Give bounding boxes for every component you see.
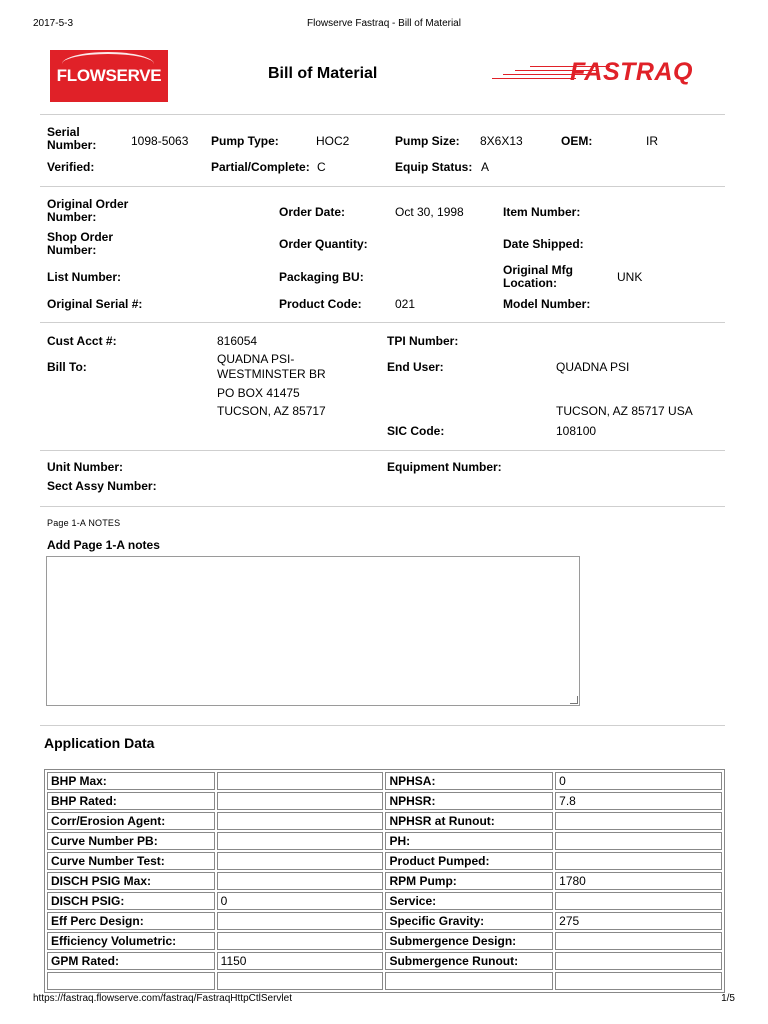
sect-assy-number-label: Sect Assy Number: bbox=[47, 479, 157, 493]
partial-complete-value: C bbox=[317, 160, 326, 174]
value-cell: 1150 bbox=[217, 952, 384, 970]
label-cell: NPHSR: bbox=[385, 792, 553, 810]
resize-handle[interactable] bbox=[570, 696, 578, 704]
table-row bbox=[47, 872, 722, 890]
end-user-address: TUCSON, AZ 85717 USA bbox=[556, 404, 693, 418]
label-cell: Product Pumped: bbox=[385, 852, 553, 870]
value-cell: 0 bbox=[555, 772, 722, 790]
value-cell bbox=[555, 812, 722, 830]
bill-to-line-1: QUADNA PSI- bbox=[217, 352, 295, 366]
notes-textarea[interactable] bbox=[46, 556, 580, 706]
partial-complete-label: Partial/Complete: bbox=[211, 160, 310, 174]
date-shipped-label: Date Shipped: bbox=[503, 237, 584, 251]
value-cell bbox=[555, 892, 722, 910]
value-cell bbox=[217, 772, 384, 790]
divider bbox=[40, 186, 725, 187]
label-cell: BHP Max: bbox=[47, 772, 215, 790]
value-cell bbox=[217, 832, 384, 850]
table-row bbox=[47, 812, 722, 830]
label-cell: BHP Rated: bbox=[47, 792, 215, 810]
bill-to-label: Bill To: bbox=[47, 360, 87, 374]
value-cell bbox=[555, 952, 722, 970]
flowserve-logo-text: FLOWSERVE bbox=[56, 66, 162, 85]
order-date-label: Order Date: bbox=[279, 205, 346, 219]
page-title: Bill of Material bbox=[268, 65, 378, 82]
label-cell: GPM Rated: bbox=[47, 952, 215, 970]
end-user-value: QUADNA PSI bbox=[556, 360, 630, 374]
value-cell: 0 bbox=[217, 892, 384, 910]
notes-section-label: Page 1-A NOTES bbox=[47, 518, 121, 528]
model-number-label: Model Number: bbox=[503, 297, 591, 311]
tpi-number-label: TPI Number: bbox=[387, 334, 459, 348]
verified-label: Verified: bbox=[47, 160, 95, 174]
shop-order-number-label: Shop Order Number: bbox=[47, 230, 114, 257]
label-cell: NPHSR at Runout: bbox=[385, 812, 553, 830]
cust-acct-label: Cust Acct #: bbox=[47, 334, 117, 348]
divider bbox=[40, 450, 725, 451]
original-order-number-label: Original Order Number: bbox=[47, 197, 129, 224]
fastraq-logo: FASTRAQ bbox=[570, 58, 693, 86]
value-cell bbox=[217, 872, 384, 890]
print-footer-url: https://fastraq.flowserve.com/fastraq/FastraqHttpCtlServlet bbox=[33, 993, 292, 1004]
print-date: 2017-5-3 bbox=[33, 18, 74, 29]
cust-acct-value: 816054 bbox=[217, 334, 258, 348]
label-cell: DISCH PSIG Max: bbox=[47, 872, 215, 890]
divider bbox=[40, 322, 725, 323]
label-cell: Curve Number Test: bbox=[47, 852, 215, 870]
label-cell: Service: bbox=[385, 892, 553, 910]
order-date-value: Oct 30, 1998 bbox=[395, 205, 464, 219]
bill-to-line-3: PO BOX 41475 bbox=[217, 386, 300, 400]
value-cell bbox=[555, 932, 722, 950]
end-user-label: End User: bbox=[387, 360, 444, 374]
print-title: Flowserve Fastraq - Bill of Material bbox=[307, 18, 461, 29]
bill-to-line-4: TUCSON, AZ 85717 bbox=[217, 404, 326, 418]
resize-grip-icon bbox=[570, 696, 578, 704]
label-cell: RPM Pump: bbox=[385, 872, 553, 890]
pump-type-label: Pump Type: bbox=[211, 134, 279, 148]
pump-size-value: 8X6X13 bbox=[480, 134, 523, 148]
add-notes-label: Add Page 1-A notes bbox=[47, 538, 160, 552]
original-serial-label: Original Serial #: bbox=[47, 297, 143, 311]
value-cell bbox=[555, 832, 722, 850]
value-cell: 275 bbox=[555, 912, 722, 930]
table-row bbox=[47, 892, 722, 910]
order-quantity-label: Order Quantity: bbox=[279, 237, 368, 251]
list-number-label: List Number: bbox=[47, 270, 122, 284]
divider bbox=[40, 114, 725, 115]
print-footer-page: 1/5 bbox=[721, 993, 735, 1004]
sic-code-value: 108100 bbox=[556, 424, 597, 438]
bill-to-line-2: WESTMINSTER BR bbox=[217, 367, 326, 381]
label-cell: Efficiency Volumetric: bbox=[47, 932, 215, 950]
oem-label: OEM: bbox=[561, 134, 593, 148]
product-code-label: Product Code: bbox=[279, 297, 362, 311]
oem-value: IR bbox=[646, 134, 658, 148]
serial-number-label bbox=[47, 126, 107, 152]
table-row bbox=[47, 932, 722, 950]
label-cell bbox=[385, 972, 553, 990]
product-code-value: 021 bbox=[395, 297, 416, 311]
value-cell bbox=[217, 792, 384, 810]
pump-type-value: HOC2 bbox=[316, 134, 350, 148]
serial-number-label-text: Serial Number: bbox=[47, 125, 97, 152]
label-cell: NPHSA: bbox=[385, 772, 553, 790]
table-row bbox=[47, 852, 722, 870]
original-mfg-location-label: Original Mfg Location: bbox=[503, 263, 573, 290]
label-cell: Specific Gravity: bbox=[385, 912, 553, 930]
label-cell: Submergence Runout: bbox=[385, 952, 553, 970]
sic-code-label: SIC Code: bbox=[387, 424, 445, 438]
equipment-number-label: Equipment Number: bbox=[387, 460, 502, 474]
value-cell bbox=[555, 972, 722, 990]
application-data-table bbox=[44, 769, 725, 993]
original-mfg-location-value: UNK bbox=[617, 270, 643, 284]
label-cell: DISCH PSIG: bbox=[47, 892, 215, 910]
value-cell bbox=[217, 812, 384, 830]
equip-status-label: Equip Status: bbox=[395, 160, 473, 174]
table-row bbox=[47, 772, 722, 790]
equip-status-value: A bbox=[481, 160, 490, 174]
table-row bbox=[47, 832, 722, 850]
application-data-heading: Application Data bbox=[44, 735, 155, 751]
table-row bbox=[47, 952, 722, 970]
packaging-bu-label: Packaging BU: bbox=[279, 270, 364, 284]
divider bbox=[40, 725, 725, 726]
divider bbox=[40, 506, 725, 507]
value-cell: 7.8 bbox=[555, 792, 722, 810]
label-cell: PH: bbox=[385, 832, 553, 850]
unit-number-label: Unit Number: bbox=[47, 460, 123, 474]
item-number-label: Item Number: bbox=[503, 205, 581, 219]
value-cell: 1780 bbox=[555, 872, 722, 890]
table-row bbox=[47, 792, 722, 810]
value-cell bbox=[555, 852, 722, 870]
label-cell: Curve Number PB: bbox=[47, 832, 215, 850]
serial-number-value: 1098-5063 bbox=[131, 134, 189, 148]
value-cell bbox=[217, 972, 384, 990]
label-cell: Eff Perc Design: bbox=[47, 912, 215, 930]
value-cell bbox=[217, 852, 384, 870]
flowserve-logo-swoosh bbox=[62, 52, 154, 76]
value-cell bbox=[217, 932, 384, 950]
label-cell bbox=[47, 972, 215, 990]
pump-size-label: Pump Size: bbox=[395, 134, 460, 148]
table-row bbox=[47, 972, 722, 990]
table-row bbox=[47, 912, 722, 930]
value-cell bbox=[217, 912, 384, 930]
label-cell: Corr/Erosion Agent: bbox=[47, 812, 215, 830]
label-cell: Submergence Design: bbox=[385, 932, 553, 950]
fastraq-speed-line-4 bbox=[492, 78, 576, 79]
